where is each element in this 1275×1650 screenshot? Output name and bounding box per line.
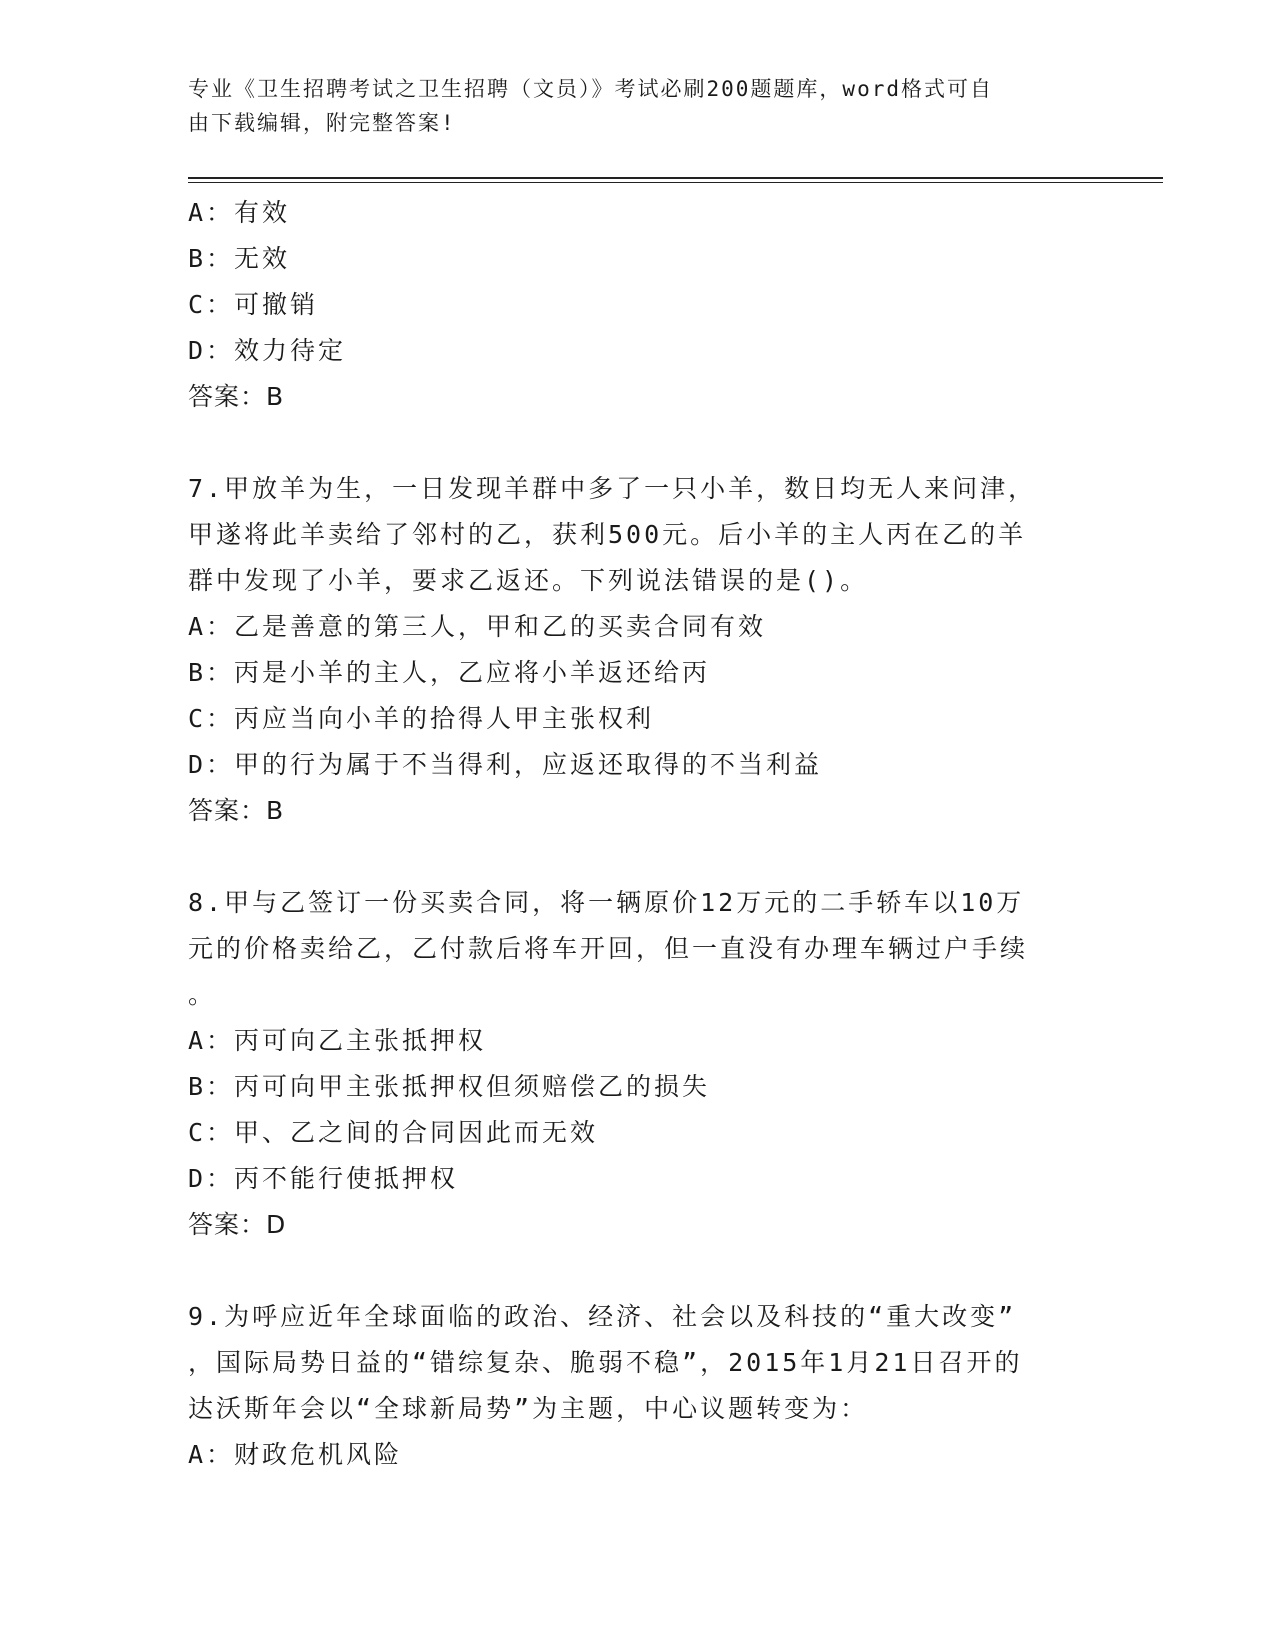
question-text-line: 。 xyxy=(188,980,217,1009)
option-a: A：财政危机风险 xyxy=(188,1440,403,1469)
option-c: C：可撤销 xyxy=(188,290,319,319)
question-9-block xyxy=(188,1294,1088,1478)
answer-line: 答案：B xyxy=(188,382,285,411)
question-text-line: 元的价格卖给乙，乙付款后将车开回，但一直没有办理车辆过户手续 xyxy=(188,934,1029,963)
option-b: B：丙可向甲主张抵押权但须赔偿乙的损失 xyxy=(188,1072,711,1101)
option-a: A：丙可向乙主张抵押权 xyxy=(188,1026,487,1055)
header-rule-thin xyxy=(188,182,1163,183)
option-c: C：丙应当向小羊的拾得人甲主张权利 xyxy=(188,704,655,733)
question-text-line: 甲遂将此羊卖给了邻村的乙，获利500元。后小羊的主人丙在乙的羊 xyxy=(188,520,1027,549)
question-7-block xyxy=(188,466,1088,834)
question-text-line: 9.为呼应近年全球面临的政治、经济、社会以及科技的“重大改变” xyxy=(188,1302,1017,1331)
option-d: D：效力待定 xyxy=(188,336,347,365)
question-text-line: 达沃斯年会以“全球新局势”为主题，中心议题转变为： xyxy=(188,1394,869,1423)
document-header xyxy=(188,72,1088,140)
option-a: A：乙是善意的第三人，甲和乙的买卖合同有效 xyxy=(188,612,767,641)
answer-line: 答案：D xyxy=(188,1210,287,1239)
question-6-block xyxy=(188,190,1088,420)
header-line-2: 由下载编辑，附完整答案! xyxy=(188,111,456,135)
document-body xyxy=(188,190,1088,1478)
option-a: A：有效 xyxy=(188,198,291,227)
spacer xyxy=(188,834,1088,880)
spacer xyxy=(188,420,1088,466)
option-b: B：丙是小羊的主人，乙应将小羊返还给丙 xyxy=(188,658,711,687)
question-text-line: 7.甲放羊为生，一日发现羊群中多了一只小羊，数日均无人来问津， xyxy=(188,474,1037,503)
option-b: B：无效 xyxy=(188,244,291,273)
option-c: C：甲、乙之间的合同因此而无效 xyxy=(188,1118,599,1147)
header-line-1: 专业《卫生招聘考试之卫生招聘（文员）》考试必刷200题题库，word格式可自 xyxy=(188,77,993,101)
question-8-block xyxy=(188,880,1088,1248)
question-text-line: ，国际局势日益的“错综复杂、脆弱不稳”，2015年1月21日召开的 xyxy=(188,1348,1023,1377)
option-d: D：甲的行为属于不当得利，应返还取得的不当利益 xyxy=(188,750,823,779)
question-text-line: 群中发现了小羊，要求乙返还。下列说法错误的是()。 xyxy=(188,566,869,595)
question-text-line: 8.甲与乙签订一份买卖合同，将一辆原价12万元的二手轿车以10万 xyxy=(188,888,1025,917)
answer-line: 答案：B xyxy=(188,796,285,825)
header-rule-thick xyxy=(188,177,1163,179)
spacer xyxy=(188,1248,1088,1294)
option-d: D：丙不能行使抵押权 xyxy=(188,1164,459,1193)
